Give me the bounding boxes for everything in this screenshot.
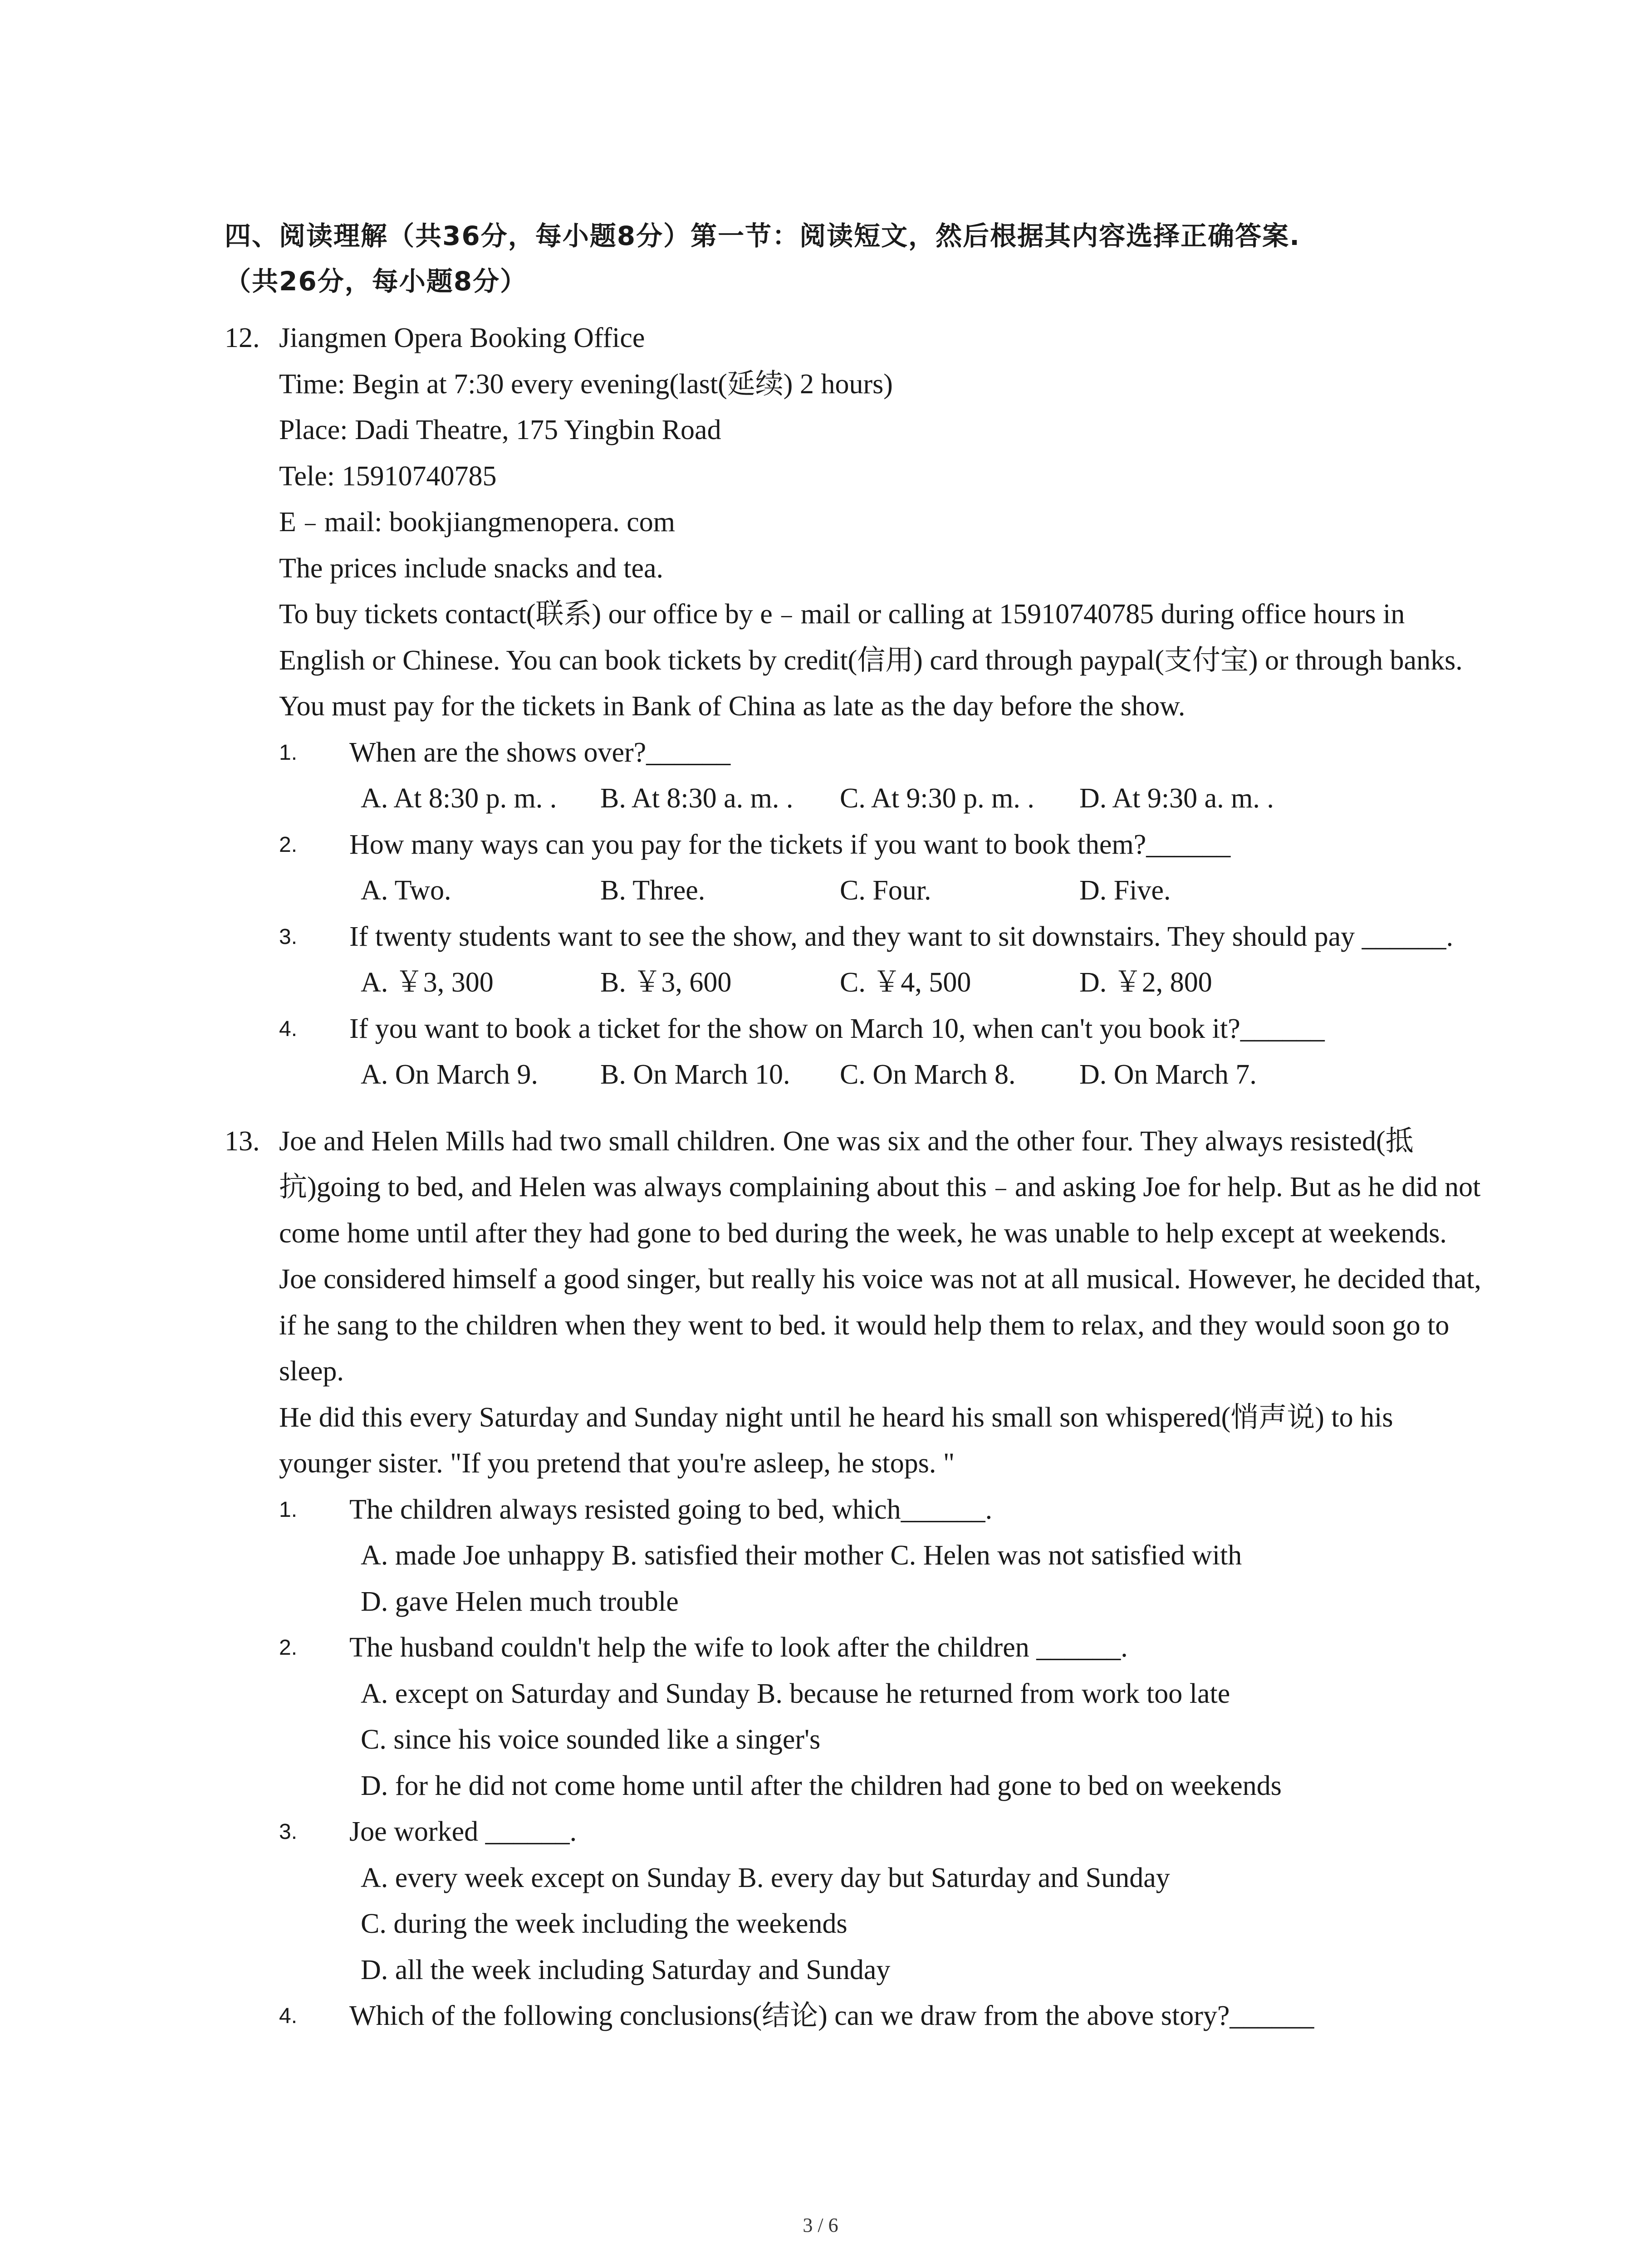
option-line: C. since his voice sounded like a singer's <box>361 1724 821 1755</box>
option-a: A. ￥3, 300 <box>361 967 494 998</box>
option-line: D. all the week including Saturday and Sunday <box>361 1954 891 1985</box>
sub-question-number: 1. <box>279 740 298 765</box>
option-d: D. ￥2, 800 <box>1079 967 1212 998</box>
sub-question-text: The children always resisted going to bed, which______. <box>349 1494 993 1525</box>
option-line: D. gave Helen much trouble <box>361 1586 679 1617</box>
option-line: C. during the week including the weekends <box>361 1908 847 1939</box>
sub-question-number: 3. <box>279 1820 298 1844</box>
option-b: B. ￥3, 600 <box>600 967 732 998</box>
section-header-line2: （共26分，每小题8分） <box>225 266 528 297</box>
sub-question-text: How many ways can you pay for the tickets if you want to book them?______ <box>349 829 1231 860</box>
sub-question-13-1 <box>279 1487 1490 1625</box>
question-number: 13. <box>225 1125 260 1157</box>
option-c: C. At 9:30 p. m. . <box>840 783 1034 814</box>
option-b: B. On March 10. <box>600 1059 790 1090</box>
option-row <box>349 776 1490 822</box>
question-gap <box>225 1098 1490 1119</box>
question-13 <box>225 1119 1490 2039</box>
option-line: A. made Joe unhappy B. satisfied their mother C. Helen was not satisfied with <box>361 1540 1242 1571</box>
section-header-line1: 四、阅读理解（共36分，每小题8分）第一节：阅读短文，然后根据其内容选择正确答案. <box>225 220 1301 251</box>
sub-question-13-4 <box>279 1993 1490 2039</box>
sub-question-13-3 <box>279 1809 1490 1993</box>
passage-line: Place: Dadi Theatre, 175 Yingbin Road <box>279 415 721 445</box>
sub-question-13-2 <box>279 1625 1490 1809</box>
option-line: A. except on Saturday and Sunday B. because he returned from work too late <box>361 1678 1230 1709</box>
sub-question-12-3 <box>279 914 1490 1006</box>
option-line: A. every week except on Sunday B. every day but Saturday and Sunday <box>361 1862 1170 1893</box>
option-c: C. Four. <box>840 875 931 906</box>
option-d: D. At 9:30 a. m. . <box>1079 783 1274 814</box>
section-header <box>225 213 1450 304</box>
option-row <box>349 868 1490 914</box>
sub-question-number: 3. <box>279 924 298 949</box>
passage-line: Tele: 15910740785 <box>279 460 497 492</box>
option-c: C. ￥4, 500 <box>840 967 971 998</box>
sub-question-12-1 <box>279 730 1490 822</box>
question-number: 12. <box>225 323 260 353</box>
sub-question-12-4 <box>279 1006 1490 1098</box>
passage-line: E﹣mail: bookjiangmenopera. com <box>279 507 675 538</box>
passage-line: Jiangmen Opera Booking Office <box>279 323 645 353</box>
sub-question-text: If you want to book a ticket for the show on March 10, when can't you book it?______ <box>349 1013 1325 1044</box>
option-b: B. Three. <box>600 875 705 906</box>
sub-question-number: 4. <box>279 1017 298 1041</box>
sub-question-text: If twenty students want to see the show, and they want to sit downstairs. They should pay ______. <box>349 921 1454 952</box>
passage-line: The prices include snacks and tea. <box>279 552 663 584</box>
passage-paragraph: Joe and Helen Mills had two small children. One was six and the other four. They always resisted(抵抗)going to bed, and Helen was always complaining about this﹣and asking Joe for help. But as he did not come home until after they had gone to bed during the week, he was unable to help except at weekends. <box>279 1125 1481 1249</box>
option-a: A. On March 9. <box>361 1059 538 1090</box>
page-number: 3 / 6 <box>803 2214 838 2236</box>
sub-question-number: 2. <box>279 1636 298 1660</box>
sub-question-text: When are the shows over?______ <box>349 737 731 768</box>
option-d: D. Five. <box>1079 875 1171 906</box>
passage-line: Time: Begin at 7:30 every evening(last(延续) 2 hours) <box>279 368 893 400</box>
sub-question-number: 4. <box>279 2004 298 2028</box>
option-b: B. At 8:30 a. m. . <box>600 783 794 814</box>
sub-question-text: Joe worked ______. <box>349 1816 577 1847</box>
sub-question-text: The husband couldn't help the wife to look after the children ______. <box>349 1632 1128 1663</box>
passage-paragraph: He did this every Saturday and Sunday night until he heard his small son whispered(悄声说) to his younger sister. "If you pretend that you're asleep, he stops. " <box>279 1402 1393 1479</box>
option-a: A. Two. <box>361 875 451 906</box>
passage-paragraph: Joe considered himself a good singer, but really his voice was not at all musical. However, he decided that, if he sang to the children when they went to bed. it would help them to relax, and they would soon go to sleep. <box>279 1264 1481 1387</box>
option-line: D. for he did not come home until after the children had gone to bed on weekends <box>361 1770 1282 1801</box>
option-a: A. At 8:30 p. m. . <box>361 783 557 814</box>
sub-question-number: 2. <box>279 832 298 857</box>
option-c: C. On March 8. <box>840 1059 1016 1090</box>
questions-body <box>225 315 1490 2039</box>
sub-question-text: Which of the following conclusions(结论) can we draw from the above story?______ <box>349 2000 1314 2031</box>
option-row <box>349 960 1490 1006</box>
option-d: D. On March 7. <box>1079 1059 1257 1090</box>
option-row <box>349 1052 1490 1098</box>
sub-question-12-2 <box>279 822 1490 914</box>
passage-paragraph: To buy tickets contact(联系) our office by e﹣mail or calling at 15910740785 during office hours in English or Chinese. You can book tickets by credit(信用) card through paypal(支付宝) or through banks. You must pay for the tickets in Bank of China as late as the day before the show. <box>279 599 1463 722</box>
sub-question-number: 1. <box>279 1497 298 1522</box>
question-12 <box>225 315 1490 1098</box>
